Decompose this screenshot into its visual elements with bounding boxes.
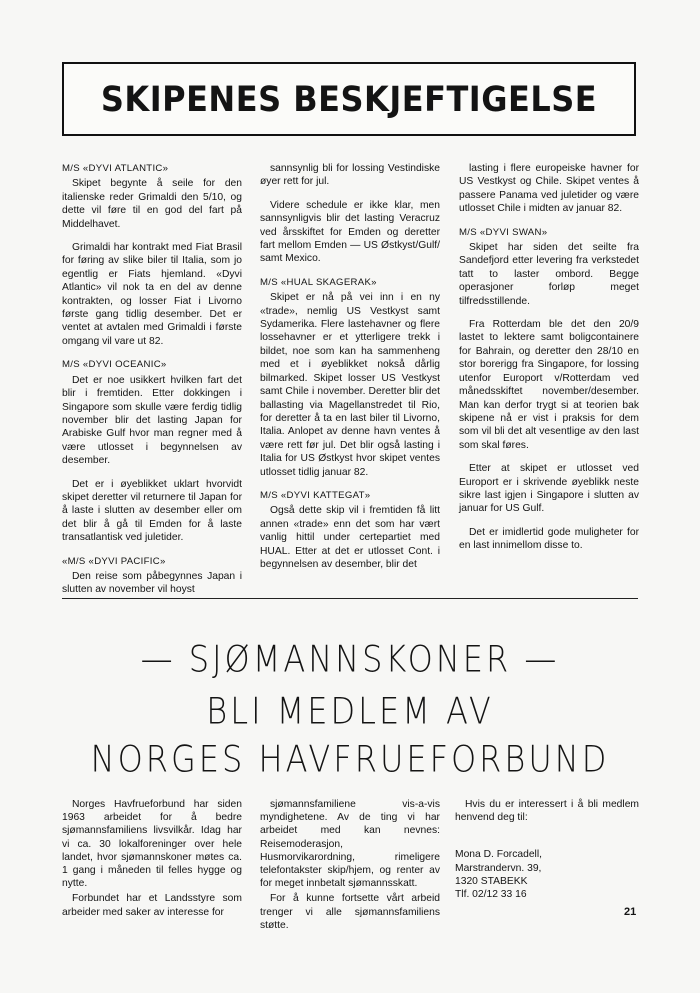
contact-phone: Tlf. 02/12 33 16 (455, 889, 527, 901)
paragraph: Den reise som påbegynnes Japan i slutten av november vil hoyst (62, 570, 242, 596)
paragraph: Videre schedule er ikke klar, men sannsynligvis blir det lasting Veracruz ved årsskiftet for Emden og deretter fart mellom Emden — US Østkyst/Gulf/ samt Mexico. (260, 199, 440, 265)
paragraph: Fra Rotterdam ble det den 20/9 lastet to lektere samt boligcontainere for Bahrain, og deretter den 28/10 en stor borerigg fra Singapore, for lossing utenfor Europort v/Rotterdam ved månedsskiftet november/desember. Man kan derfor trygt si at teorien bak skipene nå er vist i praksis for dem som vil bli det alt vesentlige av den last som skal føres. (459, 319, 639, 451)
article-column-1 (62, 162, 242, 607)
contact-city: 1320 STABEKK (455, 875, 528, 887)
ad-headline-line-3: NORGES HAVFRUEFORBUND (90, 737, 610, 781)
paragraph: Hvis du er interessert i å bli medlem henvend deg til: (455, 799, 639, 824)
paragraph: Det er noe usikkert hvilken fart det blir i fremtiden. Etter dokkingen i Singapore som skulle være ferdig tidlig november blir det lasting Japan for Arabiske Gulf hvor man regner med å være utlosset i begynnelsen av desember. (62, 374, 242, 467)
paragraph: Skipet har siden det seilte fra Sandefjord etter levering fra verkstedet tatt to laster ombord. Begge operasjoner forløp meget tilfredsstillende. (459, 242, 639, 307)
paragraph: Det er i øyeblikket uklart hvorvidt skipet deretter vil returnere til Japan for å laste i slutten av desember eller om det blir å gå til Emden for å laste transatlantisk ved juletider. (62, 478, 242, 544)
article-column-2 (260, 162, 440, 581)
paragraph: lasting i flere europeiske havner for US Vestkyst og Chile. Skipet ventes å passere Panama ved juletider og være utlosset Chile i midten av januar 82. (459, 163, 639, 215)
title-box (62, 62, 636, 136)
contact-address (455, 848, 639, 901)
paragraph: For å kunne fortsette vårt arbeid trenger vi alle sjømannsfamiliens støtte. (260, 893, 440, 931)
ship-heading: «M/S «DYVI PACIFIC» (62, 555, 166, 567)
paragraph: Norges Havfrueforbund har siden 1963 arbeidet for å bedre sjømannsfamiliens livsvilkår. Idag har vi ca. 30 lokalforeninger over hele landet, hvor sjømannskoner møtes ca. 1 gang i måneden til felles hygge og nytte. (62, 799, 242, 890)
ship-heading: M/S «HUAL SKAGERAK» (260, 276, 377, 288)
paragraph: Skipet begynte å seile for den italienske reder Grimaldi den 5/10, og dette vil føre til en god del fart på Middelhavet. (62, 178, 242, 230)
ad-headline-line-2: BLI MEDLEM AV (206, 689, 494, 733)
paragraph: Også dette skip vil i fremtiden få litt annen «trade» enn det som har vært vanlig hittil under certepartiet med HUAL. Etter at det er utlosset Cont. i begynnelsen av desember, blir det (260, 505, 440, 570)
ad-column-3 (455, 798, 639, 901)
ad-column-2 (260, 798, 440, 934)
ad-headline-line-1: — SJØMANNSKONER — (140, 637, 560, 681)
ship-heading: M/S «DYVI OCEANIC» (62, 359, 167, 371)
paragraph: sjømannsfamiliene vis-a-vis myndighetene. Av de ting vi har arbeidet med kan nevnes: Reisemoderasjon, Husmorvikarordning, rimeligere telefontakster skip/hjem, og renter av for meget innbetalt sjømannsskatt. (260, 799, 440, 890)
ship-heading: M/S «DYVI ATLANTIC» (62, 163, 169, 174)
ad-column-1 (62, 798, 242, 921)
contact-name: Mona D. Forcadell, (455, 849, 542, 861)
article-column-3 (459, 162, 639, 563)
page-number: 21 (624, 906, 637, 918)
ship-heading: M/S «DYVI KATTEGAT» (260, 489, 371, 501)
paragraph: Etter at skipet er utlosset ved Europort er i skrivende øyeblikk neste sikre last igjen i Singapore i slutten av januar for US Gulf. (459, 463, 639, 515)
paragraph: Skipet er nå på vei inn i en ny «trade», nemlig US Vestkyst samt Sydamerika. Flere lastehavner og flere lossehavner er et ytterligere trekk i bildet, noe som kan ha sammenheng med et i øyeblikket nokså dårlig bilmarked. Skipet losser US Vestkyst samt Chile i november. Deretter blir det ballasting via Magellanstredet til Rio, for deretter å ta en last biler til Livorno, Italia. Anlopet av denne havn ventes å være rett før jul. Det blir også lasting i Italia for US Østkyst hvor skipet ventes utlosset tidlig januar 82. (260, 292, 440, 478)
contact-street: Marstrandervn. 39, (455, 862, 542, 874)
paragraph: Forbundet har et Landsstyre som arbeider med saker av interesse for (62, 893, 242, 918)
ship-heading: M/S «DYVI SWAN» (459, 226, 548, 238)
paragraph: Grimaldi har kontrakt med Fiat Brasil for føring av slike biler til Italia, som jo egentlig er Fiats hjemland. «Dyvi Atlantic» vil nok ta en del av denne kontrakten, og losser Fiat i Livorno første gang tidlig desember. Det er ventet at avtalen med Grimaldi i første omgang vil vare ut 82. (62, 242, 242, 347)
page-title: SKIPENES BESKJEFTIGELSE (100, 78, 598, 120)
paragraph: sannsynlig bli for lossing Vestindiske øyer rett for jul. (260, 163, 440, 188)
divider (62, 598, 638, 599)
paragraph: Det er imidlertid gode muligheter for en last innimellom disse to. (459, 526, 639, 552)
